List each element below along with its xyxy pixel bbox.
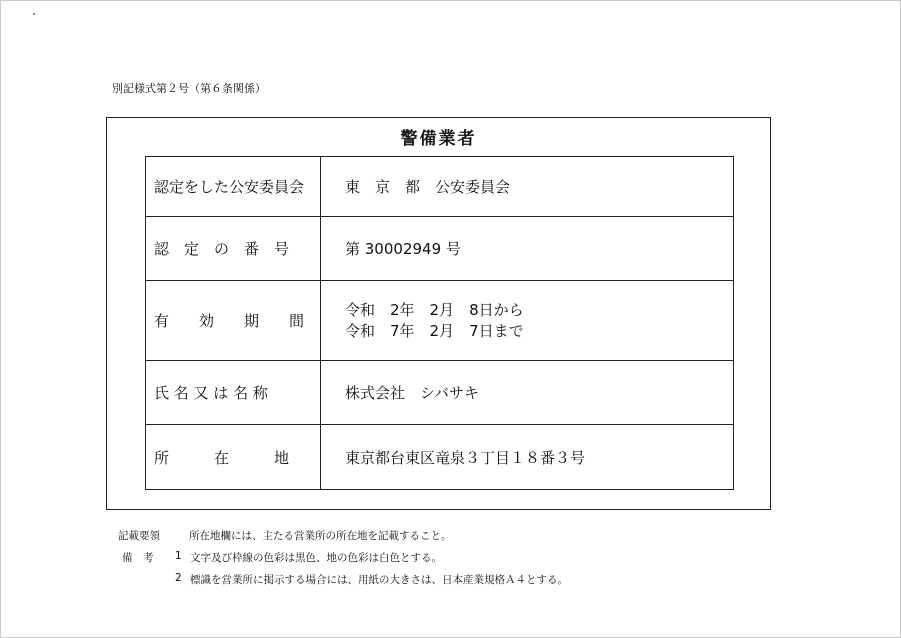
address-label: 所 在 地 <box>146 425 321 490</box>
period-value <box>321 281 734 361</box>
remark-2-text: 標識を営業所に掲示する場合には、用紙の大きさは、日本産業規格Ａ４とする。 <box>190 574 568 586</box>
table-row-period <box>146 281 734 361</box>
remark-1-text: 文字及び枠線の色彩は黒色、地の色彩は白色とする。 <box>190 552 442 564</box>
period-label: 有 効 期 間 <box>146 281 321 361</box>
entry-text: 所在地欄には、主たる営業所の所在地を記載すること。 <box>189 530 452 542</box>
table-row-address <box>146 425 734 490</box>
period-start: 令和 2年 2月 8日から <box>345 300 524 319</box>
remark-2-number: 2 <box>175 572 182 584</box>
number-value: 第 30002949 号 <box>321 217 734 281</box>
table-row-number <box>146 217 734 281</box>
name-value: 株式会社 シバサキ <box>321 361 734 425</box>
period-end: 令和 7年 2月 7日まで <box>345 321 524 340</box>
name-label: 氏 名 又 は 名 称 <box>146 361 321 425</box>
entry-heading: 記載要領 <box>118 530 160 542</box>
authority-label: 認定をした公安委員会 <box>146 157 321 217</box>
address-value: 東京都台東区竜泉３丁目１８番３号 <box>321 425 734 490</box>
certificate-title: 警備業者 <box>400 129 477 149</box>
scan-speck <box>33 13 35 15</box>
remarks-heading: 備 考 <box>122 552 154 564</box>
form-label: 別記様式第２号（第６条関係） <box>112 82 266 95</box>
number-label: 認 定 の 番 号 <box>146 217 321 281</box>
remark-1-number: 1 <box>175 550 182 562</box>
certificate-table <box>145 156 734 490</box>
table-row-authority <box>146 157 734 217</box>
authority-value: 東 京 都 公安委員会 <box>321 157 734 217</box>
table-row-name <box>146 361 734 425</box>
